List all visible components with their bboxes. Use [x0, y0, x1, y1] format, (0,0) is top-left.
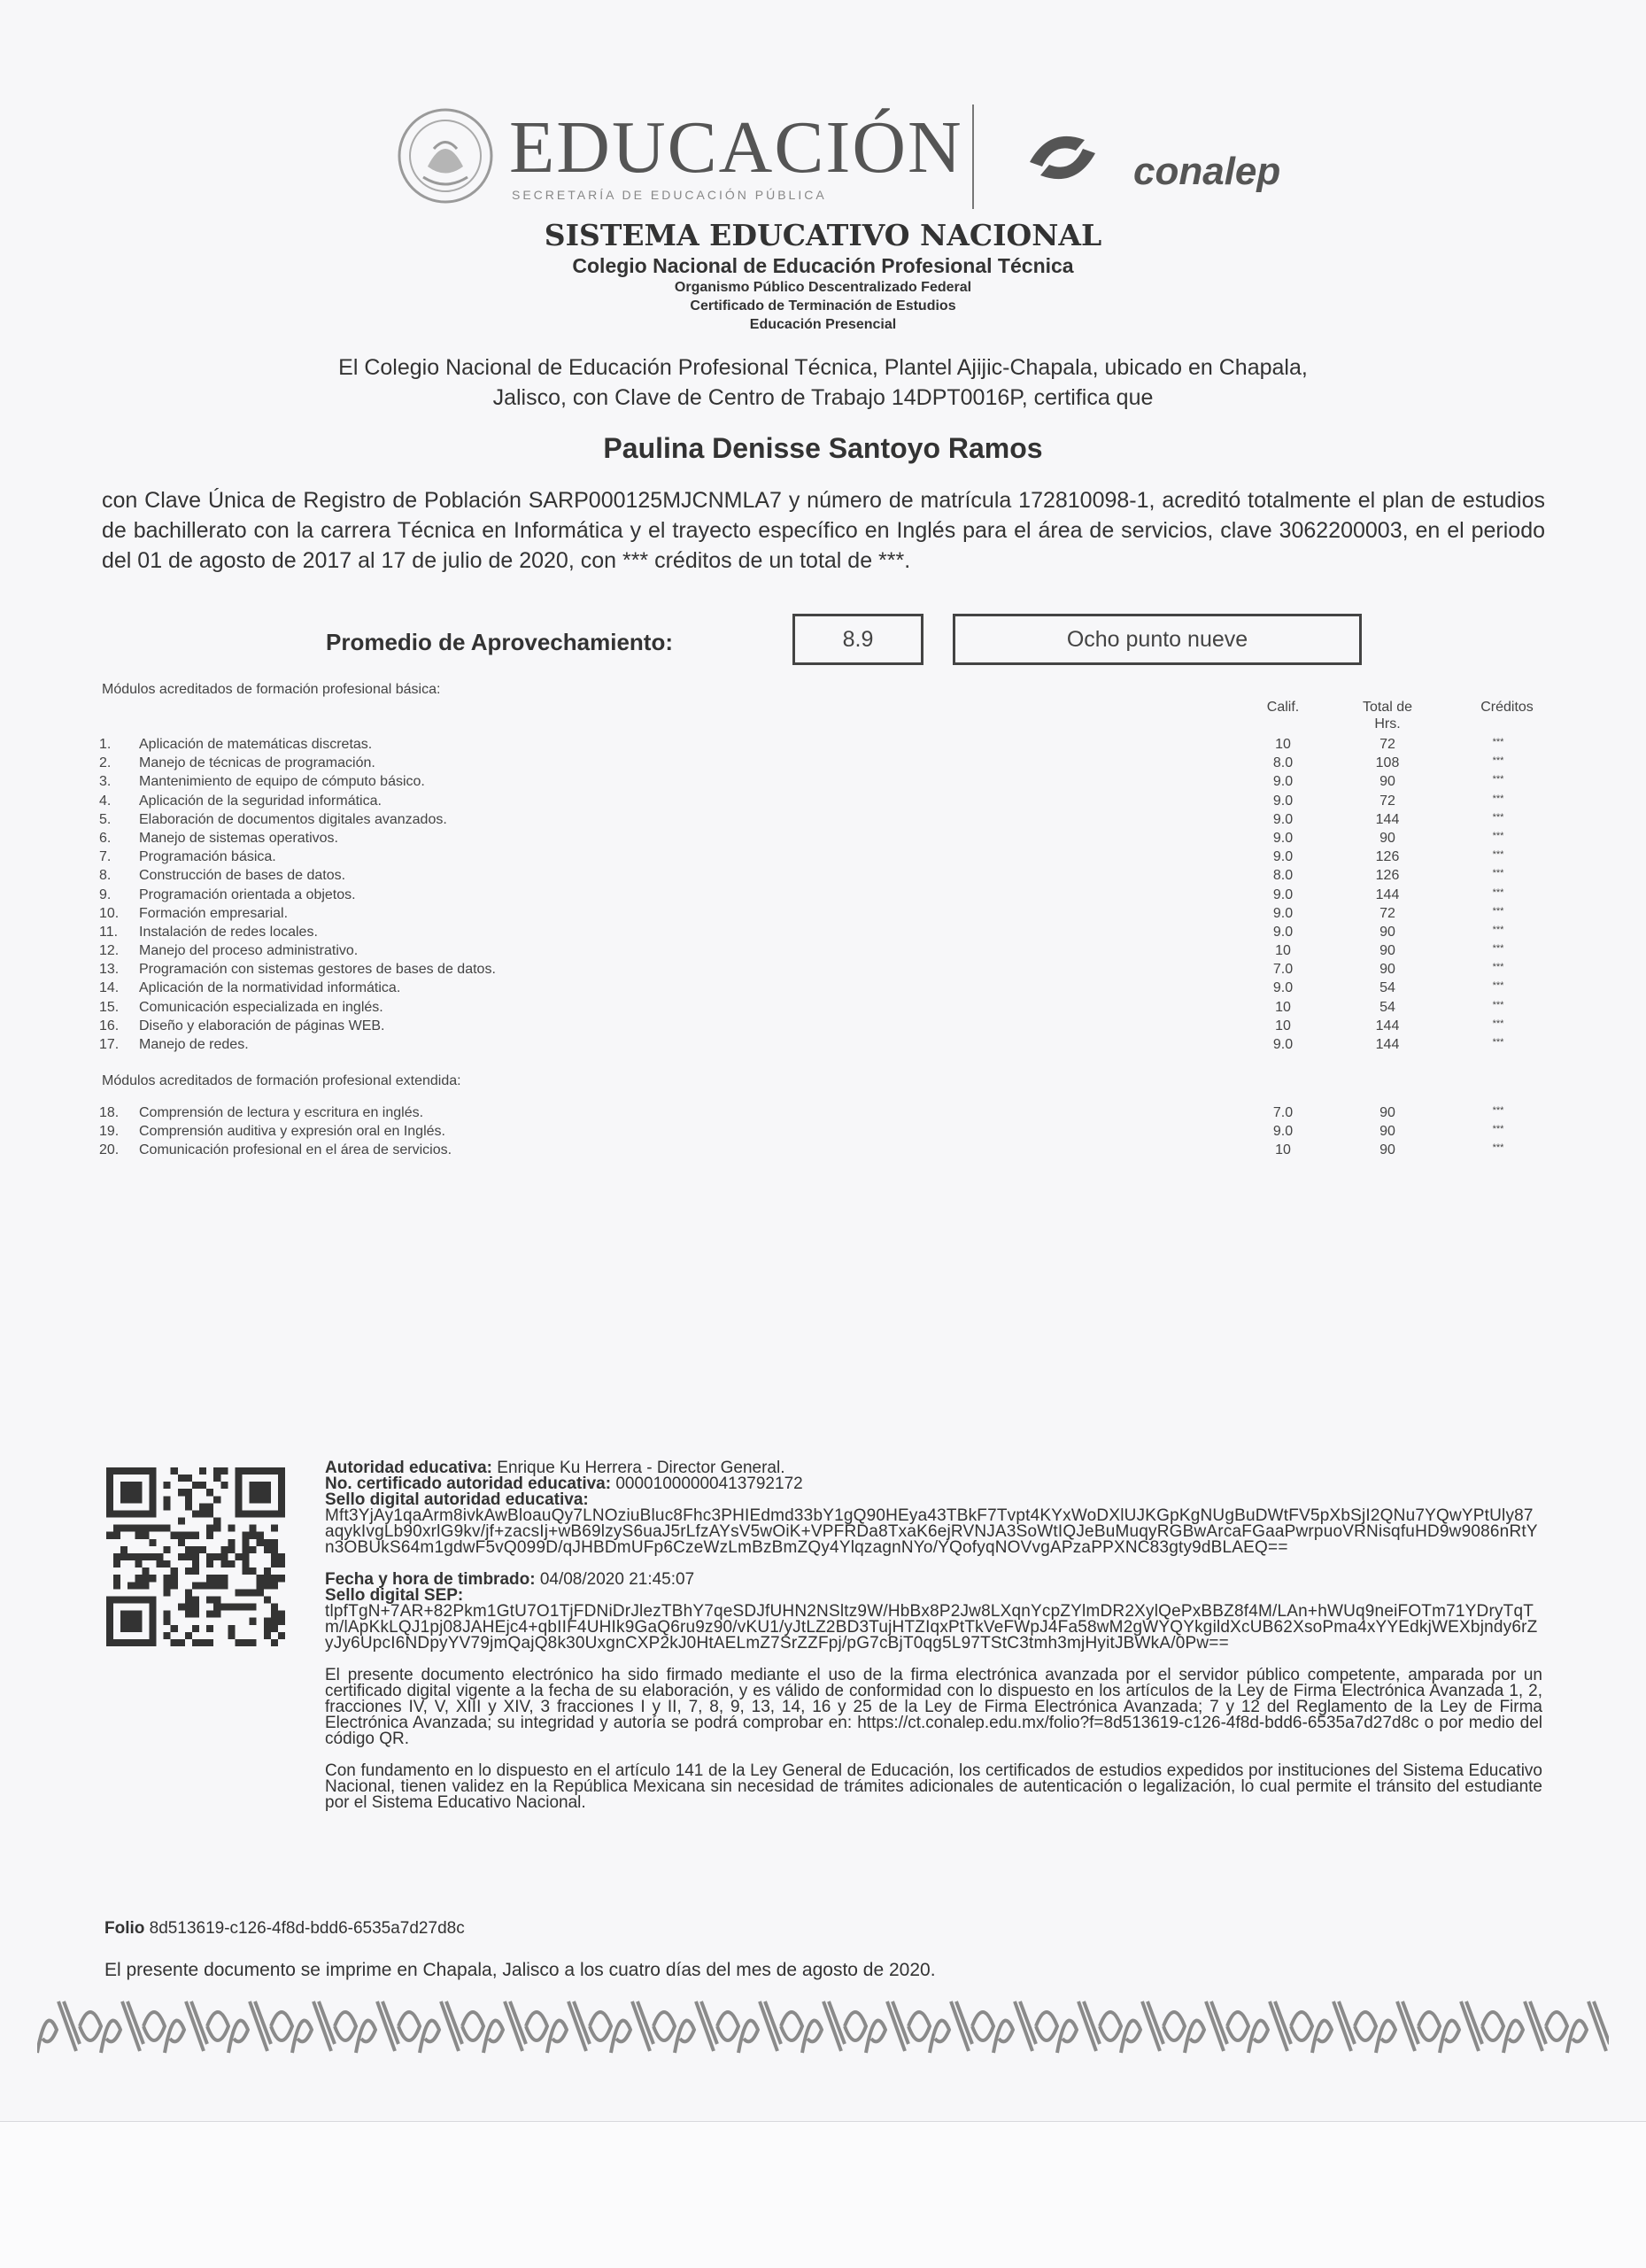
certification-text: con Clave Única de Registro de Población SARP000125MJCNMLA7 y número de matrícula 172810098-1, acreditó totalmente el plan de estudios de bachillerato con la carrera Técnica en Informática y el trayecto específico en Inglés para el área de servicios, clave 3062200003, en el periodo del 01 de agosto de 2017 al 17 de julio de 2020, con *** créditos de un total de ***. [102, 488, 1545, 573]
module-number: 7. [99, 849, 112, 865]
module-row [99, 980, 1551, 999]
module-credits: *** [1492, 811, 1504, 823]
module-credits: *** [1492, 905, 1504, 917]
system-title: SISTEMA EDUCATIVO NACIONAL [544, 218, 1102, 252]
module-row [99, 868, 1551, 886]
module-number: 8. [99, 868, 112, 884]
module-row [99, 774, 1551, 793]
module-number: 5. [99, 811, 112, 827]
timestamp-label: Fecha y hora de timbrado: [325, 1570, 536, 1589]
national-seal-icon [397, 104, 494, 211]
average-value-box: 8.9 [792, 614, 923, 665]
module-credits: *** [1492, 980, 1504, 992]
module-hours: 90 [1379, 1142, 1395, 1158]
module-row [99, 793, 1551, 812]
conalep-logo-icon [1023, 122, 1102, 193]
module-hours: 126 [1375, 849, 1400, 865]
module-row [99, 755, 1551, 774]
average-words-box: Ocho punto nueve [953, 614, 1362, 665]
module-grade: 9.0 [1272, 811, 1294, 827]
intro-line-2: Jalisco, con Clave de Centro de Trabajo 14DPT0016P, certifica que [492, 385, 1154, 410]
module-row [99, 737, 1551, 755]
module-number: 9. [99, 886, 112, 902]
module-number: 12. [99, 943, 120, 959]
module-grade: 8.0 [1272, 755, 1294, 771]
intro-line-1: El Colegio Nacional de Educación Profesional Técnica, Plantel Ajijic-Chapala, ubicado en Chapala, [338, 355, 1308, 380]
document-type: Certificado de Terminación de Estudios [690, 298, 956, 313]
module-number: 1. [99, 737, 112, 752]
module-name: Comunicación especializada en inglés. [139, 999, 383, 1015]
module-grade: 10 [1275, 943, 1291, 959]
module-credits: *** [1492, 868, 1504, 879]
module-number: 16. [99, 1018, 120, 1033]
module-credits: *** [1492, 962, 1504, 973]
institution-type: Organismo Público Descentralizado Federal [674, 280, 972, 295]
col-credits-header: Créditos [1480, 700, 1534, 715]
module-credits: *** [1492, 774, 1504, 786]
module-grade: 9.0 [1272, 905, 1294, 921]
module-grade: 9.0 [1272, 1037, 1294, 1052]
basic-modules-list [99, 737, 1551, 1056]
module-grade: 9.0 [1272, 849, 1294, 865]
col-hours-header-line2: Hrs. [1374, 716, 1401, 731]
authority-label: Autoridad educativa: [325, 1459, 492, 1477]
folio-value: 8d513619-c126-4f8d-bdd6-6535a7d27d8c [149, 1919, 465, 1938]
institution-name: Colegio Nacional de Educación Profesional Técnica [572, 254, 1074, 277]
module-row [99, 1018, 1551, 1037]
module-hours: 90 [1379, 830, 1395, 846]
module-hours: 72 [1379, 793, 1395, 809]
module-credits: *** [1492, 793, 1504, 804]
module-credits: *** [1492, 999, 1504, 1010]
module-number: 14. [99, 980, 120, 996]
seal-sep-label-text: Sello digital SEP: [325, 1586, 464, 1605]
module-number: 4. [99, 793, 112, 809]
cert-number-label: No. certificado autoridad educativa: [325, 1475, 612, 1493]
module-name: Diseño y elaboración de páginas WEB. [139, 1018, 385, 1033]
module-grade: 10 [1275, 1018, 1291, 1033]
module-row [99, 849, 1551, 868]
authority-block [325, 1460, 1542, 1811]
module-grade: 9.0 [1272, 1124, 1294, 1140]
module-name: Comprensión auditiva y expresión oral en Inglés. [139, 1124, 445, 1140]
module-name: Mantenimiento de equipo de cómputo básico. [139, 774, 425, 790]
folio-line [104, 1919, 465, 1939]
module-row [99, 906, 1551, 925]
module-row [99, 887, 1551, 906]
basic-modules-label: Módulos acreditados de formación profesional básica: [102, 682, 441, 697]
module-name: Aplicación de matemáticas discretas. [139, 737, 373, 752]
student-name: Paulina Denisse Santoyo Ramos [603, 432, 1043, 464]
module-number: 2. [99, 755, 112, 771]
authority-value: Enrique Ku Herrera - Director General. [497, 1459, 785, 1477]
module-hours: 90 [1379, 943, 1395, 959]
module-name: Manejo del proceso administrativo. [139, 943, 359, 959]
module-name: Comunicación profesional en el área de servicios. [139, 1142, 452, 1158]
education-mode: Educación Presencial [749, 317, 897, 332]
module-credits: *** [1492, 943, 1504, 955]
module-hours: 54 [1379, 999, 1395, 1015]
module-number: 15. [99, 999, 120, 1015]
module-grade: 7.0 [1272, 962, 1294, 978]
module-name: Manejo de redes. [139, 1037, 249, 1052]
module-row [99, 1142, 1551, 1161]
module-row [99, 1105, 1551, 1124]
module-number: 17. [99, 1037, 120, 1052]
module-row [99, 831, 1551, 849]
module-grade: 8.0 [1272, 868, 1294, 884]
module-hours: 144 [1375, 886, 1400, 902]
module-name: Manejo de sistemas operativos. [139, 830, 338, 846]
seal-sep-value: tlpfTgN+7AR+82Pkm1GtU7O1TjFDNiDrJlezTBhY7qeSDJfUHN2NSltz9W/HbBx8P2Jw8LXqnYcpZYlmDR2XylQePxBBZ8f4M/LAn+hWUq9neiFOTm71YDryTqTm/lApKkLQJ1pj08JAHEjc4+qbIIF4UHIk9GaQ6ru9z90/vKU1/yJtLZ2BD3TujHTZIqxPtTkVeFWpJ4Fa58wM2gWYQYkgildXcUB62XsoPma4xYYEdkjWEXbjndy6rZyJy6UpcI6NDpyYV79jmQajQ8k30UxgnCXP2kJ0HtAELmZ7SrZZFpj/pG7cBjT0qg5L97TStC3tmh3mjHyitJBWkA/0Pw== [325, 1602, 1538, 1653]
module-name: Elaboración de documentos digitales avanzados. [139, 811, 447, 827]
module-name: Aplicación de la normatividad informática. [139, 980, 401, 996]
module-hours: 144 [1375, 1018, 1400, 1033]
module-credits: *** [1492, 849, 1504, 861]
module-grade: 9.0 [1272, 886, 1294, 902]
timestamp-line [325, 1572, 1542, 1588]
module-grade: 9.0 [1272, 774, 1294, 790]
module-hours: 144 [1375, 811, 1400, 827]
module-credits: *** [1492, 755, 1504, 767]
module-credits: *** [1492, 886, 1504, 898]
module-number: 3. [99, 774, 112, 790]
module-credits: *** [1492, 737, 1504, 747]
module-grade: 10 [1275, 1142, 1291, 1158]
module-hours: 72 [1379, 737, 1395, 752]
col-hours-header [1343, 699, 1432, 732]
intro-text [0, 352, 1646, 413]
legal-paragraph-2: Con fundamento en lo dispuesto en el artículo 141 de la Ley General de Educación, los certificados de estudios expedidos por instituciones del Sistema Educativo Nacional, tienen validez en la República Mexicana sin necesidad de trámites adicionales de autenticación o legalización, lo cual permite el tránsito del estudiante por el Sistema Educativo Nacional. [325, 1761, 1542, 1812]
qr-code-icon[interactable] [106, 1467, 285, 1646]
module-number: 11. [99, 924, 119, 940]
module-name: Comprensión de lectura y escritura en inglés. [139, 1105, 424, 1120]
module-hours: 90 [1379, 962, 1395, 978]
module-hours: 90 [1379, 1105, 1395, 1120]
col-calif-header: Calif. [1266, 700, 1300, 715]
module-row [99, 812, 1551, 831]
module-grade: 9.0 [1272, 793, 1294, 809]
module-name: Programación orientada a objetos. [139, 886, 356, 902]
module-hours: 90 [1379, 774, 1395, 790]
module-hours: 72 [1379, 905, 1395, 921]
seal-authority-value: Mft3YjAy1qaArm8ivkAwBloauQy7LNOziuBluc8Fhc3PHIEdmd33bY1gQ90HEya43TBkF7Tvpt4KYxWoDXlUJKGpKgNUgBuDWtFV5pXbSjI2QNu7YQwYPtUly87aqykIvgLb90xrlG9kv/jf+zacsIj+wB69lzyS6uaJ5rLfzAYsV5wOiK+VPFRDa8TxaK6ejRVNJA3SoWtIQJeBuMuqyRGBwArcaFGaaPwrpuoVRNisqfuHD9w9086nRtYn3OBUkS64m1gdwF5vQ099D/qJHBDmUFp6CzeWzLmBzBmZQy4YlqzagnNYo/YQofyqNOVvgAPzaPPXNC83gty9dBLAEQ== [325, 1506, 1538, 1557]
timestamp-value: 04/08/2020 21:45:07 [539, 1570, 695, 1589]
module-name: Instalación de redes locales. [139, 924, 318, 940]
module-credits: *** [1492, 1037, 1504, 1048]
sep-subtitle: SECRETARÍA DE EDUCACIÓN PÚBLICA [512, 188, 827, 202]
module-row [99, 1124, 1551, 1142]
module-hours: 54 [1379, 980, 1395, 996]
module-grade: 9.0 [1272, 980, 1294, 996]
module-credits: *** [1492, 1142, 1504, 1154]
module-row [99, 943, 1551, 962]
module-row [99, 1000, 1551, 1018]
module-row [99, 962, 1551, 980]
module-grade: 10 [1275, 737, 1291, 752]
module-grade: 7.0 [1272, 1105, 1294, 1120]
module-number: 20. [99, 1142, 120, 1158]
module-number: 19. [99, 1124, 120, 1140]
module-hours: 126 [1375, 868, 1400, 884]
module-grade: 9.0 [1272, 830, 1294, 846]
module-hours: 144 [1375, 1037, 1400, 1052]
module-name: Formación empresarial. [139, 905, 289, 921]
module-hours: 90 [1379, 1124, 1395, 1140]
module-name: Aplicación de la seguridad informática. [139, 793, 382, 809]
module-grade: 9.0 [1272, 924, 1294, 940]
module-grade: 10 [1275, 999, 1291, 1015]
module-row [99, 1037, 1551, 1056]
cert-number-value: 00001000000413792172 [615, 1475, 803, 1493]
education-title: EDUCACIÓN [509, 106, 963, 189]
extended-modules-list [99, 1105, 1551, 1162]
module-name: Manejo de técnicas de programación. [139, 755, 375, 771]
module-credits: *** [1492, 924, 1504, 935]
module-number: 13. [99, 962, 120, 978]
module-credits: *** [1492, 1018, 1504, 1029]
decorative-border-pattern [37, 1994, 1609, 2058]
module-hours: 108 [1375, 755, 1400, 771]
module-number: 18. [99, 1105, 120, 1120]
module-name: Programación básica. [139, 849, 276, 865]
folio-label: Folio [104, 1919, 145, 1938]
module-hours: 90 [1379, 924, 1395, 940]
module-name: Construcción de bases de datos. [139, 868, 346, 884]
seal-authority-label-text: Sello digital autoridad educativa: [325, 1490, 589, 1509]
module-row [99, 925, 1551, 943]
module-name: Programación con sistemas gestores de bases de datos. [139, 962, 496, 978]
extended-modules-label: Módulos acreditados de formación profesional extendida: [102, 1073, 461, 1088]
header-divider [972, 104, 974, 209]
module-credits: *** [1492, 1124, 1504, 1135]
module-credits: *** [1492, 830, 1504, 841]
module-credits: *** [1492, 1105, 1504, 1116]
page-bottom-margin [0, 2121, 1646, 2268]
average-label: Promedio de Aprovechamiento: [326, 629, 673, 655]
module-number: 6. [99, 830, 112, 846]
col-hours-header-line1: Total de [1362, 700, 1413, 715]
legal-paragraph-1: El presente documento electrónico ha sido firmado mediante el uso de la firma electrónica avanzada por el servidor público competente, amparada por un certificado digital vigente a la fecha de su elaboración, y es válido de conformidad con lo dispuesto en los artículos de la Ley de Firma Electrónica Avanzada 1, 2, fracciones IV, V, XIII y XIV, 3 fracciones I y II, 7, 8, 9, 13, 14, 16 y 25 de la Ley de Firma Electrónica Avanzada; 7 y 12 del Reglamento de la Ley de Firma Electrónica Avanzada; su integridad y autoría se podrá comprobar en: https://ct.conalep.edu.mx/folio?f=8d513619-c126-4f8d-bdd6-6535a7d27d8c o por medio del código QR. [325, 1666, 1542, 1748]
conalep-wordmark: conalep [1133, 150, 1281, 193]
module-number: 10. [99, 905, 120, 921]
printed-location-text: El presente documento se imprime en Chapala, Jalisco a los cuatro días del mes de agosto de 2020. [104, 1960, 936, 1980]
